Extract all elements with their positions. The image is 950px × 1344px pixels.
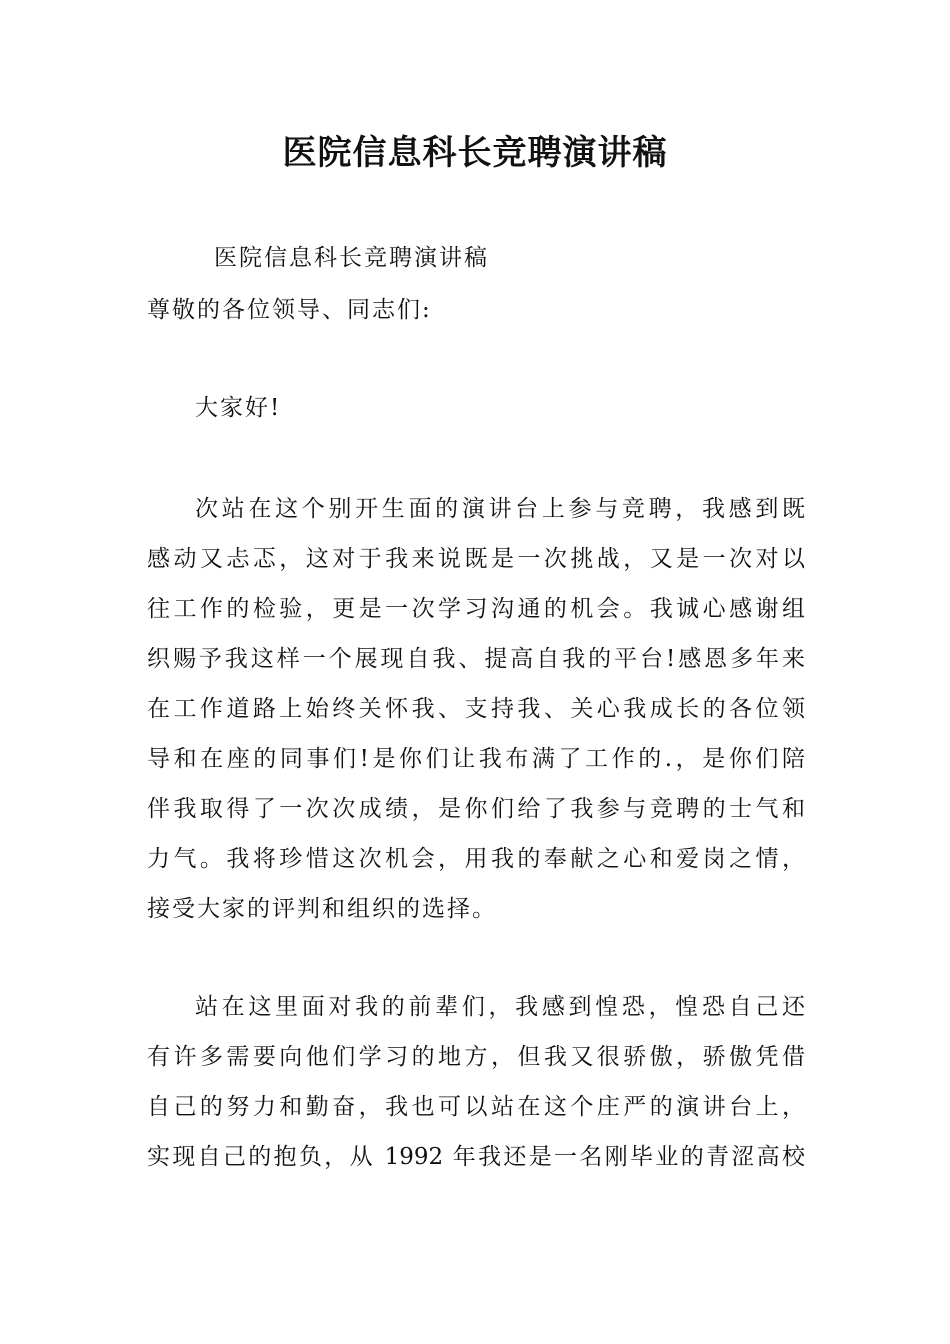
paragraph-2 bbox=[147, 982, 807, 1182]
paragraph-line: 伴我取得了一次次成绩，是你们给了我参与竞聘的士气和 bbox=[147, 796, 805, 822]
salutation: 尊敬的各位领导、同志们: bbox=[147, 297, 432, 323]
paragraph-line: 接受大家的评判和组织的选择。 bbox=[147, 896, 497, 922]
paragraph-line: 有许多需要向他们学习的地方，但我又很骄傲，骄傲凭借 bbox=[147, 1044, 805, 1070]
paragraph-line: 往工作的检验，更是一次学习沟通的机会。我诚心感谢组 bbox=[147, 596, 805, 622]
paragraph-line: 力气。我将珍惜这次机会，用我的奉献之心和爱岗之情， bbox=[147, 846, 805, 872]
paragraph-line: 感动又忐忑，这对于我来说既是一次挑战，又是一次对以 bbox=[147, 546, 805, 572]
paragraph-1 bbox=[147, 484, 807, 934]
document-title: 医院信息科长竞聘演讲稿 bbox=[282, 133, 668, 173]
paragraph-line: 自己的努力和勤奋，我也可以站在这个庄严的演讲台上， bbox=[147, 1094, 805, 1120]
paragraph-line: 站在这里面对我的前辈们，我感到惶恐，惶恐自己还 bbox=[195, 994, 805, 1020]
paragraph-line: 在工作道路上始终关怀我、支持我、关心我成长的各位领 bbox=[147, 696, 805, 722]
greeting-hello: 大家好! bbox=[195, 395, 282, 421]
document-subtitle: 医院信息科长竞聘演讲稿 bbox=[214, 245, 489, 271]
paragraph-line: 织赐予我这样一个展现自我、提高自我的平台!感恩多年来 bbox=[147, 646, 805, 672]
paragraph-line: 次站在这个别开生面的演讲台上参与竞聘，我感到既 bbox=[195, 496, 805, 522]
paragraph-line: 导和在座的同事们!是你们让我布满了工作的.，是你们陪 bbox=[147, 746, 805, 772]
paragraph-line: 实现自己的抱负，从 1992 年我还是一名刚毕业的青涩高校 bbox=[147, 1144, 805, 1170]
